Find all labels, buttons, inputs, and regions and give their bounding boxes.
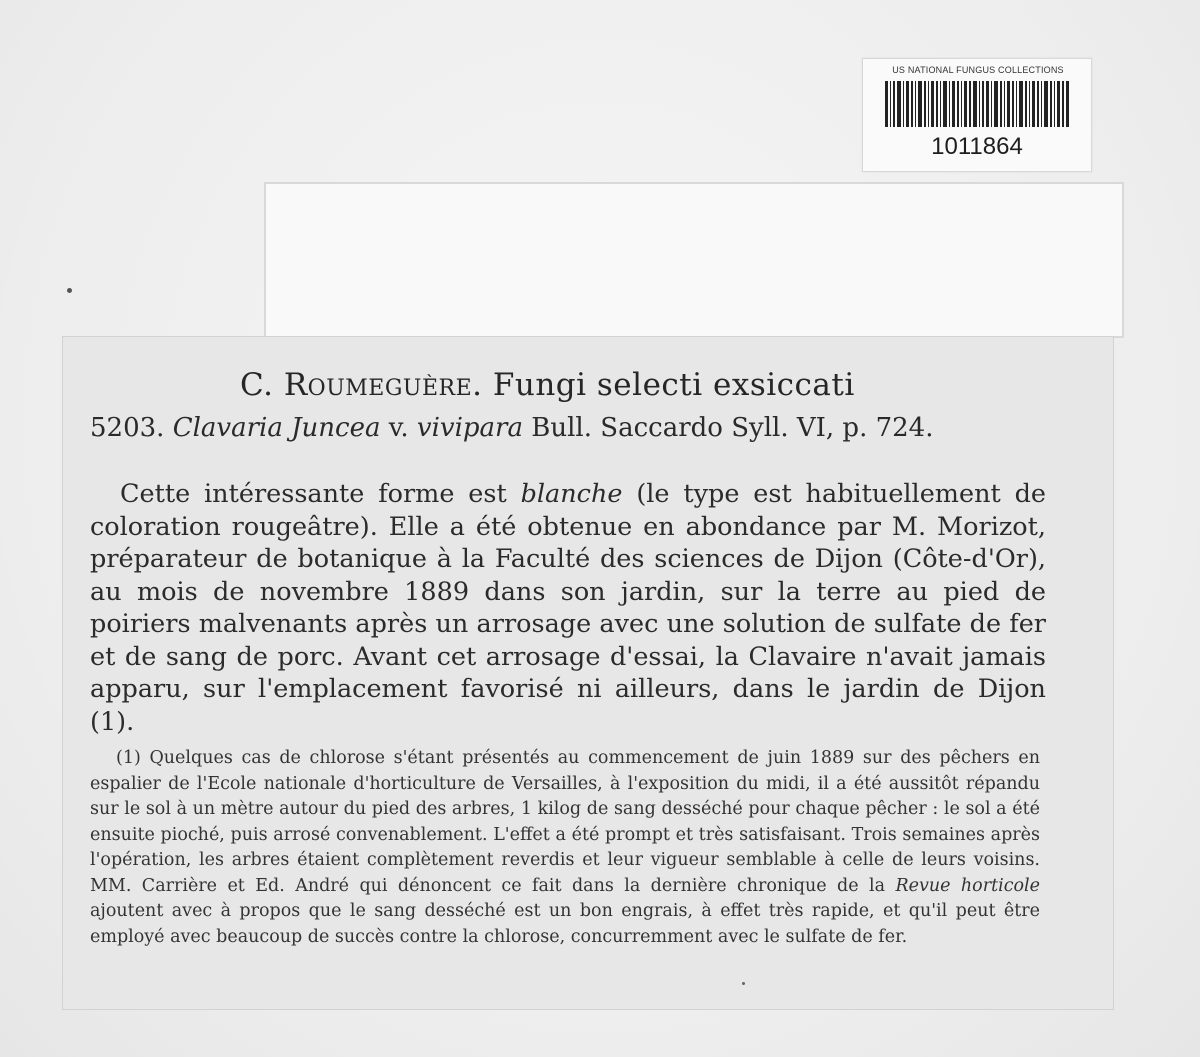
- specimen-dot: [67, 288, 72, 293]
- citation: Bull. Saccardo Syll. VI, p. 724.: [531, 413, 934, 443]
- footnote-text-2: ajoutent avec à propos que le sang desséché est un bon engrais, à effet très rapide, et qu'il peut être employé avec beaucoup de succès contre la chlorose, concurremment avec le sulfate de fer.: [90, 901, 1040, 947]
- label-title: [240, 367, 940, 403]
- blank-label: [264, 182, 1124, 338]
- description-paragraph: [90, 478, 1046, 738]
- catalog-number: 1011864: [931, 133, 1023, 160]
- variety-name: vivipara: [416, 413, 523, 443]
- barcode-icon: [885, 81, 1069, 127]
- description-text-2: (le type est habituellement de coloration rougeâtre). Elle a été obtenue en abondance par M. Morizot, préparateur de botanique à la Faculté des sciences de Dijon (Côte-d'Or), au mois de novembre 1889 dans son jardin, sur la terre au pied de poiriers malvenants après un arrosage avec une solution de sulfate de fer et de sang de porc. Avant cet arrosage d'essai, la Clavaire n'avait jamais apparu, sur l'emplacement favorisé ni ailleurs, dans le jardin de Dijon (1).: [90, 479, 1047, 737]
- taxon-name: Clavaria Juncea: [172, 413, 381, 443]
- specimen-speck: [742, 982, 745, 985]
- description-text-1: Cette intéressante forme est: [120, 479, 521, 509]
- title-author: C. Roumeguère.: [240, 367, 483, 403]
- footnote-italic: Revue horticole: [895, 875, 1041, 896]
- entry-number: 5203.: [90, 413, 165, 443]
- variety-rank: v.: [388, 413, 409, 443]
- title-series: Fungi selecti exsiccati: [492, 367, 855, 403]
- footnote: [90, 746, 1040, 950]
- entry-heading: [90, 412, 1050, 444]
- institution-name: US NATIONAL FUNGUS COLLECTIONS: [892, 65, 1064, 75]
- description-italic: blanche: [520, 479, 623, 509]
- footnote-text-1: (1) Quelques cas de chlorose s'étant présentés au commencement de juin 1889 sur des pêchers en espalier de l'Ecole nationale d'horticulture de Versailles, à l'exposition du midi, il a été aussitôt répandu sur le sol à un mètre autour du pied des arbres, 1 kilog de sang desséché pour chaque pêcher : le sol a été ensuite pioché, puis arrosé convenablement. L'effet a été prompt et très satisfaisant. Trois semaines après l'opération, les arbres étaient complètement reverdis et leur vigueur semblable à celle de leurs voisins. MM. Carrière et Ed. André qui dénoncent ce fait dans la dernière chronique de la: [90, 748, 1040, 896]
- barcode-label: [862, 58, 1092, 172]
